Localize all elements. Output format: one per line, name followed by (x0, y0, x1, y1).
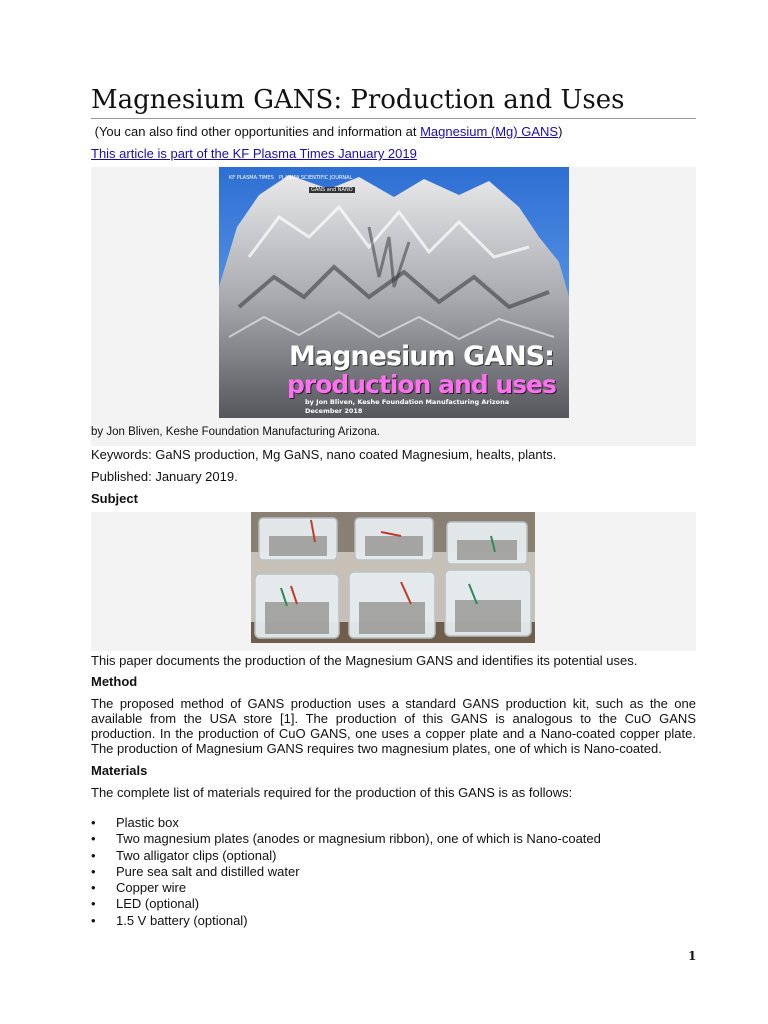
materials-intro: The complete list of materials required for the production of this GANS is as follows: (91, 785, 573, 800)
plastic-boxes-graphic (251, 512, 535, 643)
cover-image (219, 167, 569, 418)
cover-figure (91, 167, 696, 446)
cover-author: by Jon Bliven, Keshe Foundation Manufacturing Arizona (305, 398, 510, 406)
cover-title-line2: production and uses (287, 370, 556, 399)
document-title: Magnesium GANS: Production and Uses (91, 84, 696, 119)
list-item-text: Two alligator clips (optional) (116, 847, 277, 863)
method-text: The proposed method of GANS production uses a standard GANS production kit, such as the one available from the USA store [1]. The production of this GANS is analogous to the CuO GANS production. In the production of CuO GANS, one uses a copper plate and a Nano-coated copper plate. The production of Magnesium GANS requires two magnesium plates, one of which is Nano-coated. (91, 696, 696, 756)
bullet: • (91, 847, 96, 863)
method-heading: Method (91, 674, 138, 689)
list-item (91, 896, 696, 912)
cover-header-right: PLASMA SCIENTIFIC JOURNAL (279, 175, 353, 181)
bullet: • (91, 815, 96, 830)
intro-suffix: ) (558, 124, 563, 139)
gans-production-photo (251, 512, 535, 643)
list-item (91, 880, 696, 896)
list-item-text: Copper wire (116, 880, 187, 896)
list-item-text: 1.5 V battery (optional) (116, 912, 248, 928)
list-item (91, 848, 696, 864)
subject-heading: Subject (91, 491, 138, 506)
magnesium-gans-link[interactable]: Magnesium (Mg) GANS (420, 124, 559, 139)
cover-header-tag: GANS and NANO (311, 187, 353, 193)
page-number: 1 (688, 949, 697, 963)
plasma-times-link[interactable]: This article is part of the KF Plasma Times January 2019 (91, 146, 417, 161)
list-item-text: Plastic box (116, 815, 179, 830)
list-item-text: Two magnesium plates (anodes or magnesium ribbon), one of which is Nano-coated (116, 831, 601, 847)
bullet: • (91, 880, 96, 896)
published-date: Published: January 2019. (91, 469, 238, 484)
materials-heading: Materials (91, 763, 148, 778)
bullet: • (91, 912, 96, 928)
photo-figure (91, 512, 696, 651)
materials-list (91, 815, 696, 929)
bullet: • (91, 896, 96, 912)
list-item (91, 913, 696, 929)
bullet: • (91, 831, 96, 847)
list-item-text: Pure sea salt and distilled water (116, 863, 300, 879)
cover-header-left: KF PLASMA TIMES (229, 175, 274, 181)
byline: by Jon Bliven, Keshe Foundation Manufacturing Arizona. (91, 426, 380, 438)
cover-title-line1: Magnesium GANS: (289, 341, 554, 372)
list-item (91, 815, 696, 831)
bullet: • (91, 863, 96, 879)
list-item-text: LED (optional) (116, 896, 200, 912)
subject-text: This paper documents the production of the Magnesium GANS and identifies its potential uses. (91, 653, 638, 668)
keywords: Keywords: GaNS production, Mg GaNS, nano coated Magnesium, healts, plants. (91, 447, 557, 462)
intro-line (91, 124, 696, 139)
intro-prefix: (You can also find other opportunities and information at (94, 124, 421, 139)
cover-date: December 2018 (305, 407, 363, 415)
plasma-times-line (91, 146, 696, 161)
list-item (91, 831, 696, 847)
list-item (91, 864, 696, 880)
